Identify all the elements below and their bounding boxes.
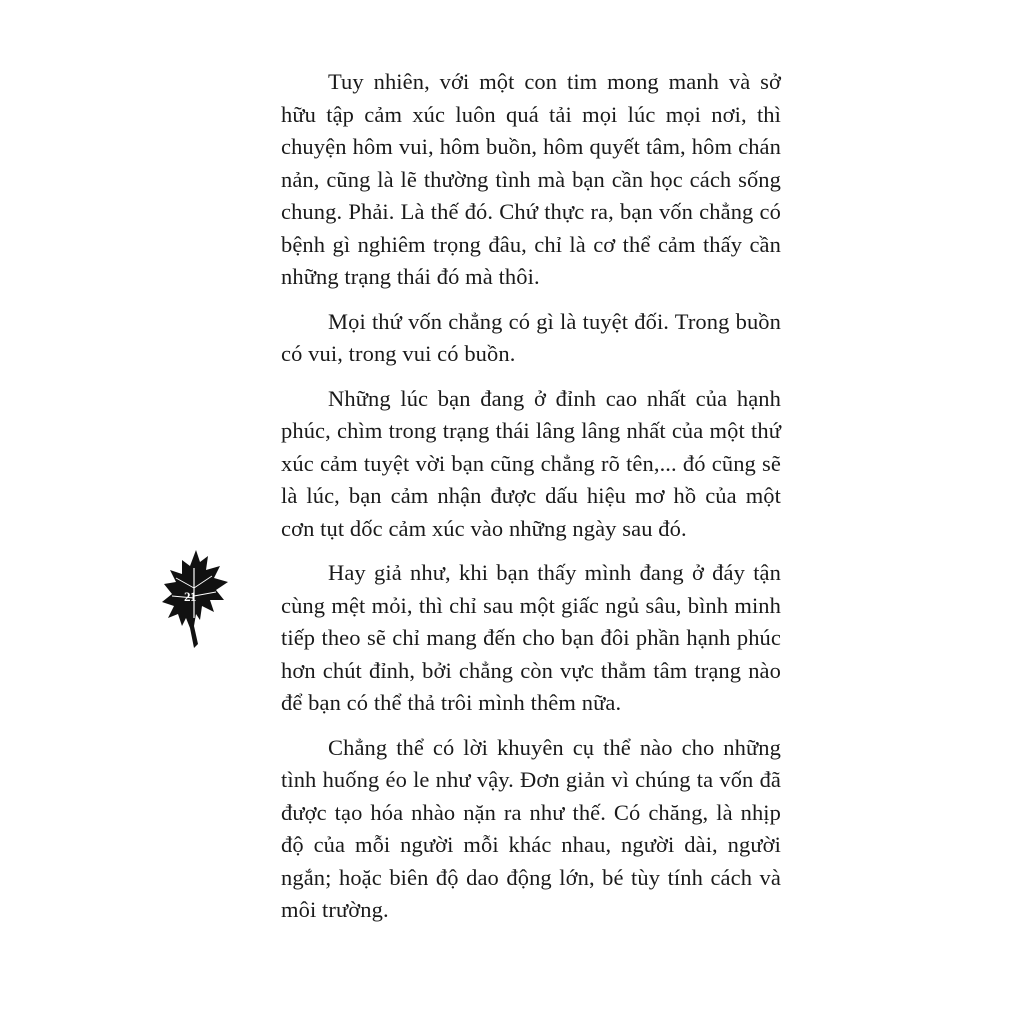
- paragraph-4: Hay giả như, khi bạn thấy mình đang ở đáy tận cùng mệt mỏi, thì chỉ sau một giấc ngủ sâu, bình minh tiếp theo sẽ chỉ mang đến cho bạn đôi phần hạnh phúc hơn chút đỉnh, bởi chẳng còn vực thẳm tâm trạng nào để bạn có thể thả trôi mình thêm nữa.: [281, 560, 781, 715]
- paragraph-2: Mọi thứ vốn chẳng có gì là tuyệt đối. Trong buồn có vui, trong vui có buồn.: [281, 308, 781, 366]
- paragraph-1: Tuy nhiên, với một con tim mong manh và sở hữu tập cảm xúc luôn quá tải mọi lúc mọi nơi, thì chuyện hôm vui, hôm buồn, hôm quyết tâm, hôm chán nản, cũng là lẽ thường tình mà bạn cần học cách sống chung. Phải. Là thế đó. Chứ thực ra, bạn vốn chẳng có bệnh gì nghiêm trọng đâu, chỉ là cơ thể cảm thấy cần những trạng thái đó mà thôi.: [281, 69, 781, 289]
- body-text: [281, 66, 781, 939]
- page-number: 21: [184, 589, 196, 604]
- paragraph-5: Chẳng thể có lời khuyên cụ thể nào cho những tình huống éo le như vậy. Đơn giản vì chúng ta vốn đã được tạo hóa nhào nặn ra như thế. Có chăng, là nhịp độ của mỗi người mỗi khác nhau, người dài, người ngắn; hoặc biên độ dao động lớn, bé tùy tính cách và môi trường.: [281, 734, 781, 922]
- paragraph-3: Những lúc bạn đang ở đỉnh cao nhất của hạnh phúc, chìm trong trạng thái lâng lâng nhất của một thứ xúc cảm tuyệt vời bạn cũng chẳng rõ tên,... đó cũng sẽ là lúc, bạn cảm nhận được dấu hiệu mơ hồ của một cơn tụt dốc cảm xúc vào những ngày sau đó.: [281, 385, 781, 541]
